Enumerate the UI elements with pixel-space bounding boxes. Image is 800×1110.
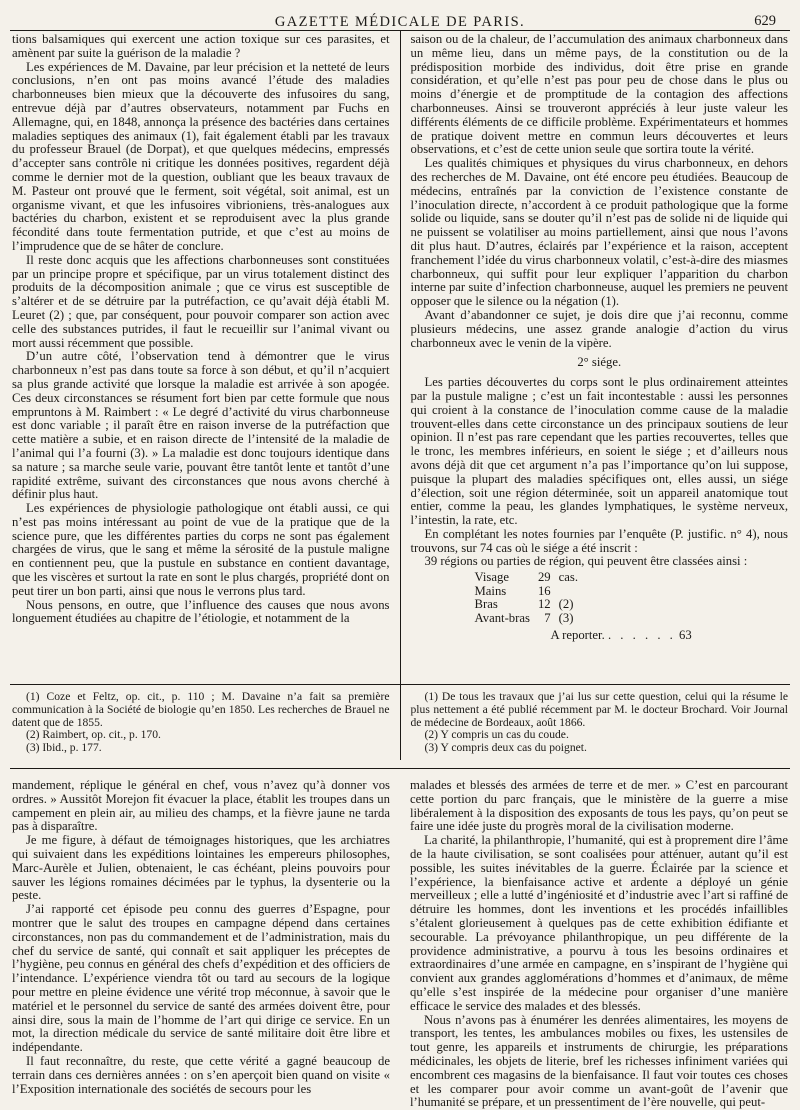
paragraph: tions balsamiques qui exercent une action toxique sur ces parasites, et amènent par suite la guérison de la maladie ? (12, 32, 390, 60)
journal-title: GAZETTE MÉDICALE DE PARIS. (274, 14, 526, 30)
table-value: 7 (544, 611, 551, 626)
paragraph: Nous n’avons pas à énumérer les denrées alimentaires, les moyens de transport, les tentes, les ambulances mobiles ou fixes, les ustensiles de tout genre, les appareils et instruments de chirurgie, les préparations médicinales, les objets de literie, bref les richesses infiniment variées qui encombrent ces magasins de la bienfaisance. Il faut voir toutes ces choses et les comparer pour avoir comme un avant-goût de l’avenir que l’humanité se prépare, et un pressentiment de l’ère nouvelle, qui peut- (410, 1012, 788, 1110)
paragraph: malades et blessés des armées de terre et de mer. » C’est en parcourant cette portion du parc français, que le ministère de la guerre a mise libéralement à la disposition des exposants de tous les pays, qu’on peut se faire une idée juste du progrès moral de la civilisation moderne. (410, 778, 788, 834)
paragraph: D’un autre côté, l’observation tend à démontrer que le virus charbonneux n’est pas dans toute sa force à son début, et qu’il n’acquiert sa plus grande activité que lorsque la maladie est arrivée à son apogée. Ces deux circonstances se résument fort bien par cette formule que nous empruntons à M. Raimbert : « Le degré d’activité du virus charbonneuse est donc variable ; il paraît être en raison inverse de la putréfaction que cette matière a subie, et en raison directe de l’intensité de la maladie de l’animal qui l’a fourni (3). » La maladie est donc toujours identique dans sa nature ; sa marche seule varie, pouvant être tantôt lente et tantôt d’une rapidité extrême, suivant des circonstances que nous avons cherché à définir plus haut. (12, 349, 390, 502)
paragraph: Les qualités chimiques et physiques du virus charbonneux, en dehors des recherches de M. Davaine, ont été encore peu étudiées. Beaucoup de médecins, entraînés par la conviction de l’existence constante de l’inoculation directe, n’accordent à ce produit pathologique que la forme solide ou liquide, sans se douter qu’il n’est pas de solide ni de liquide qui ne puissent se volatiliser au moins partiellement, ainsi que nous l’avons dit plus haut. D’autres, éclairés par l’expérience et la raison, acceptent franchement l’idée du virus charbonneux volatil, c’est-à-dire des miasmes charbonneux, qui suffit pour leur expliquer l’apparition du charbon interne par suite d’infection charbonneuse, auquel les premiers ne peuvent opposer que le silence ou la négation (1). (410, 156, 788, 309)
report-label: A reporter. (550, 627, 605, 642)
paragraph: Avant d’abandonner ce sujet, je dois dire que j’ai reconnu, comme plusieurs médecins, une assez grande analogie d’action du virus charbonneux avec le venin de la vipère. (410, 307, 788, 350)
footnotes (10, 684, 790, 760)
paragraph: Nous pensons, en outre, que l’influence des causes que nous avons longuement étudiées au chapitre de l’étiologie, et notamment de la (12, 597, 390, 626)
leader-dots: . . . . . . (607, 627, 676, 642)
paragraph: Les expériences de physiologie pathologique ont établi aussi, ce qui n’est pas moins intéressant au point de vue de la pratique que de la science pure, que les différentes parties du corps ne sont pas également chargées de virus, que le sang et même la sérosité de la pustule maligne en contiennent peu, que la pustule en substance en contient davantage, que les viscères et surtout la rate en sont le plus chargés, propriété dont on peut tirer un bon parti, ainsi que nous le verrons plus tard. (12, 501, 390, 598)
upper-article (10, 31, 790, 684)
table-value: 29 (537, 570, 551, 585)
page-number: 629 (754, 13, 776, 29)
table-label: Avant-bras (474, 611, 530, 626)
section-divider (10, 768, 790, 777)
upper-left-column (10, 31, 401, 684)
footnote: (3) Y compris deux cas du poignet. (424, 741, 587, 755)
report-line (551, 628, 789, 642)
footnote: (1) De tous les travaux que j’ai lus sur cette question, celui qui la résume le plus nettement a été publié récemment par M. le docteur Brochard. Voir Journal de médecine de Bordeaux, août 1866. (410, 690, 788, 729)
upper-right-column (401, 31, 791, 684)
paragraph: Il faut reconnaître, du reste, que cette vérité a gagné beaucoup de terrain dans ces dernières années : on s’en aperçoit bien quand on visite « l’Exposition internationale des sociétés de secours pour les (12, 1053, 390, 1096)
paragraph: saison ou de la chaleur, de l’accumulation des animaux charbonneux dans un même lieu, dans un même pays, de la constitution ou de la prédisposition morbide des individus, doit être prise en grande considération, et qu’elle n’est pas pour peu de chose dans le plus ou moins d’énergie et de promptitude de la contagion des affections charbonneuses. Ainsi se trouveront appréciés à leur juste valeur les différents éléments de ce difficile problème. Expérimentateurs et hommes de pratique doivent mettre en commun leurs découvertes et leurs observations, et c’est de cette union seule que sortira toute la vérité. (410, 32, 788, 157)
location-table (471, 571, 593, 625)
footnote: (3) Ibid., p. 177. (26, 741, 102, 755)
paragraph: Les expériences de M. Davaine, par leur précision et la netteté de leurs conclusions, n’en ont pas moins avancé l’étude des maladies charbonneuses bien mieux que la découverte des infusoires du sang, entrevue déjà par d’autres observateurs, notamment par Fuchs en Allemagne, qui, en 1848, annonça la présence des bactéries dans certaines maladies septiques des animaux (1), fait également établi par les travaux du professeur Brauel (de Dorpat), et que quelques médecins, empressés d’accepter sans contrôle ni critique les données positives, regardent déjà comme le dernier mot de la question, oubliant que les beaux travaux de M. Pasteur ont prouvé que le ferment, soit végétal, soit animal, est un organisme vivant, et que les infusoires vibrioniens, très-analogues aux bactéries du charbon, existent et se reproduisent avec la plus grande fécondité dans toute fermentation putride, et que c’est au moins de l’imprudence que de se hâter de conclure. (12, 59, 390, 253)
table-label: Mains (474, 583, 507, 598)
paragraph: Je me figure, à défaut de témoignages historiques, que les archiatres qui suivaient dans les expéditions lointaines les empereurs philosophes, Marc-Aurèle et Julien, obtenaient, le cas échéant, pleins pouvoirs pour sauver les légions romaines décimées par le typhus, la dysenterie ou la peste. (12, 833, 390, 903)
paragraph: En complétant les notes fournies par l’enquête (P. justific. n° 4), nous trouvons, sur 74 cas où le siége a été inscrit : (410, 526, 788, 555)
footnote: (1) Coze et Feltz, op. cit., p. 110 ; M. Davaine n’a fait sa première communication à la Société de biologie qu’en 1850. Les recherches de Brauel ne datent que de 1855. (12, 690, 390, 729)
footnotes-right (401, 685, 791, 760)
page-header (10, 0, 790, 31)
paragraph: La charité, la philanthropie, l’humanité, qui est à proprement dire l’âme de la haute civilisation, se sont coalisées pour atténuer, autant qu’il est possible, les suites inévitables de la guerre. Éclairée par la science et l’expérience, la bienfaisance active et ardente a déployé un génie merveilleux ; elle a lutté d’ingéniosité et d’industrie avec l’art si raffiné de détruire les hommes, dont les inventions et les procédés infaillibles s’étalent glorieusement à quelques pas de cette exhibition édifiante et secourable. La prévoyance philanthropique, un peu différente de la providence administrative, a pourvu à tous les besoins ordinaires et extraordinaires d’une armée en campagne, en s’inspirant de l’hygiène qui convient aux grandes agglomérations d’hommes et d’animaux, de même qu’elle s’est inspirée de la médecine pour organiser d’une manière efficace le service des malades et des blessés. (410, 833, 788, 1013)
paragraph: Il reste donc acquis que les affections charbonneuses sont constituées par un principe propre et spécifique, par un virus totalement distinct des produits de la décomposition animale ; que ce virus est susceptible de s’altérer et de se détruire par la putréfaction, ce qu’avait déjà établi M. Leuret (2) ; que, par conséquent, pour pouvoir comparer son action avec celle des substances putrides, il faut le recueillir sur l’animal vivant ou mort aussi récemment que possible. (12, 252, 390, 350)
paragraph: Les parties découvertes du corps sont le plus ordinairement atteintes par la pustule maligne ; c’est un fait incontestable : aussi les personnes qui croient à la constance de l’inoculation comme cause de la maladie trouvent-elles dans cette circonstance un des principaux soutiens de leur opinion. Il n’est pas rare cependant que les parties recouvertes, telles que le tronc, les membres inférieurs, en soient le siége ; et d’ailleurs nous avons déjà dit que cet argument n’a pas l’importance qu’on lui suppose, puisque la plupart des maladies spécifiques ont, elles aussi, un siége d’élection, soit une région déterminée, soit un appareil anatomique tout entier, comme la peau, les glandes lymphatiques, le système nerveux, l’intestin, la rate, etc. (410, 375, 788, 528)
table-suffix: cas. (558, 570, 578, 585)
lower-article (10, 777, 790, 1110)
lower-left-column (10, 777, 400, 1095)
table-value: 12 (537, 597, 551, 612)
table-suffix (555, 585, 593, 599)
table-row (471, 585, 593, 599)
regions-line: 39 régions ou parties de région, qui peuvent être classées ainsi : (424, 554, 748, 569)
footnote: (2) Raimbert, op. cit., p. 170. (26, 728, 161, 742)
table-label: Bras (474, 597, 498, 612)
table-value: 16 (537, 583, 551, 598)
table-suffix: (2) (558, 597, 574, 612)
table-label: Visage (474, 570, 509, 585)
footnotes-left (10, 685, 401, 760)
footnote: (2) Y compris un cas du coude. (424, 728, 569, 742)
section-heading: 2° siége. (577, 355, 622, 370)
table-row (471, 612, 593, 626)
paragraph: J’ai rapporté cet épisode peu connu des guerres d’Espagne, pour montrer que le salut des troupes en campagne dépend dans certaines circonstances, non pas du commandement et de l’administration, mais du chef du service de santé, qui connaît et sait appliquer les préceptes de l’hygiène, peu connus en général des chefs d’expédition et des officiers de l’intendance. L’expérience viendra tôt ou tard au secours de la logique pour mettre en pleine évidence une vérité trop méconnue, à savoir que le matériel et le personnel du service de santé des armées doivent être, pour ainsi dire, sous la main de l’homme de l’art qui dirige ce service. En un mot, la direction médicale du service de santé militaire doit être libre et indépendante. (12, 902, 390, 1055)
table-row (471, 571, 593, 585)
lower-right-column (400, 777, 790, 1110)
table-row (471, 598, 593, 612)
report-value: 63 (679, 627, 692, 642)
table-suffix: (3) (558, 611, 574, 626)
paragraph: mandement, réplique le général en chef, vous n’avez qu’à donner vos ordres. » Aussitôt Morejon fit évacuer la place, établit les troupes dans un campement en plein air, au milieu des champs, et la fièvre jaune ne tarda pas à disparaître. (12, 778, 390, 834)
